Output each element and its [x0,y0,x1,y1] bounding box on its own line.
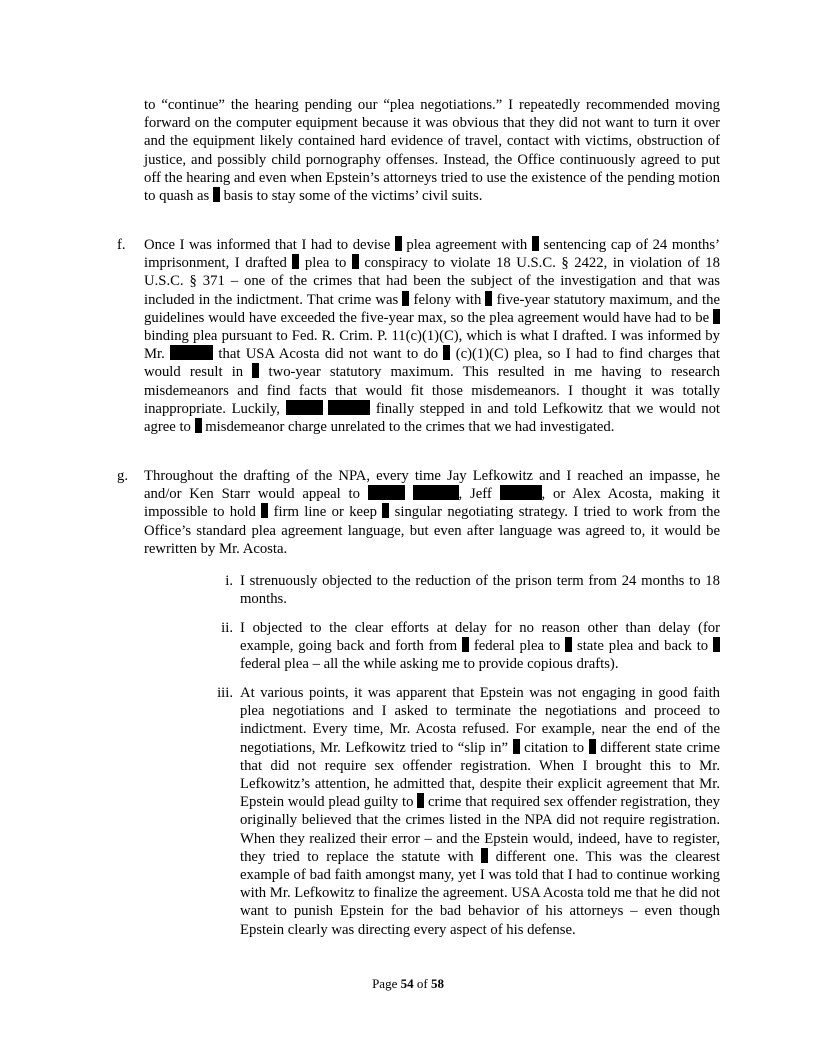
text-run [405,486,413,502]
text-run: conspiracy to violate 18 U.S.C. § 2422, in violation of 18 U.S.C. § 371 – one of the crimes that had been the subject of the investigation and that was included in the indictment. That crime was [144,255,720,308]
text-run: basis to stay some of the victims’ civil suits. [219,188,483,205]
text-run: Throughout the drafting of the NPA, every time Jay Lefkowitz and I reached an impasse, he and/or Ken Starr would appeal to [144,468,720,503]
text-run: (c)(1)(C) plea, so I had to find charges that would result in [144,346,721,381]
redaction-bar [500,485,542,500]
footer-page-label: Page [372,976,398,991]
intro-paragraph [144,96,720,205]
sub-item-text [240,619,720,674]
redaction-bar [368,485,405,500]
text-run: singular negotiating strategy. I tried to work from the Office’s standard plea agreement language, but even after language was agreed to, it would be rewritten by Mr. Acosta. [144,504,720,557]
text-run: different one. This was the clearest example of bad faith amongst many, yet I was told that I had to continue working with Mr. Lefkowitz to finalize the agreement. USA Acosta told me that he did not want to punish Epstein for the bad behavior of his attorneys – even though Epstein clearly was directing every aspect of his defense. [240,848,720,938]
text-run: citation to [519,739,589,756]
text-run: At various points, it was apparent that Epstein was not engaging in good faith plea negotiations and I asked to terminate the negotiations and proceed to indictment. Every time, Mr. Acosta refused. For example, near the end of the negotiations, Mr. Lefkowitz tried to “slip in” [240,685,720,756]
text-run: that USA Acosta did not want to do [213,346,444,363]
redaction-bar [328,400,370,415]
footer-of-label: of [416,976,428,991]
redaction-bar [413,485,459,500]
redaction-bar [713,309,720,324]
list-label: f. [117,237,126,253]
redaction-bar [532,236,539,251]
text-run: sentencing cap of 24 months’ imprisonment, I drafted [144,237,720,272]
text-run: I objected to the clear efforts at delay for no reason other than delay (for example, going back and forth from [240,620,720,655]
sub-label: iii. [217,685,233,701]
sub-item-text [240,684,720,939]
redaction-bar [170,345,213,360]
list-label: g. [117,468,129,484]
text-run: plea agreement with [401,237,532,253]
text-run: state plea and back to [572,638,713,655]
list-item-text [144,467,720,558]
page-total: 58 [430,976,444,991]
text-run: , Jeff [458,486,500,503]
text-run: different state crime that did not require sex offender registration. When I brought this to Mr. Lefkowitz’s attention, he admitted that, despite their explicit agreement that Mr. Epstein would plead guilty to [240,739,720,811]
text-run: firm line or keep [268,504,383,521]
text-run: two-year statutory maximum. This resulted in me having to research misdemeanors and find facts that would fit those misdemeanors. I thought it was totally inappropriate. Luckily, [144,364,720,417]
text-run: crime that required sex offender registration, they originally believed that the crimes listed in the NPA did not require registration. When they realized their error – and the Epstein would, indeed, have to register, they tried to replace the statute with [240,794,721,865]
sub-label: ii. [221,620,233,636]
text-run: five-year statutory maximum, and the guidelines would have exceeded the five-year max, so the plea agreement would have had to be [144,291,721,326]
redaction-bar [395,236,402,251]
text-run: federal plea to [469,638,566,655]
redaction-bar [195,418,202,433]
sub-item-text: I strenuously objected to the reduction of the prison term from 24 months to 18 months. [240,573,720,608]
text-run: misdemeanor charge unrelated to the crimes that we had investigated. [201,419,615,436]
text-run: federal plea – all the while asking me to provide copious drafts). [240,656,619,673]
text-run: , or Alex Acosta, making it impossible to hold [144,486,720,521]
redaction-bar [713,637,720,652]
redaction-bar [513,739,520,754]
redaction-bar [462,637,469,652]
text-run: plea to [299,255,352,272]
page-number: 54 [400,976,414,991]
text-run: finally stepped in and told Lefkowitz that we would not agree to [144,400,721,436]
redaction-bar [589,739,596,754]
text-run: binding plea pursuant to Fed. R. Crim. P. 11(c)(1)(C), which is what I drafted. I was informed by Mr. [144,328,720,363]
redaction-bar [352,254,359,269]
list-item-text [144,236,720,436]
sub-label: i. [225,573,233,589]
text-run: Once I was informed that I had to devise [144,237,395,253]
redaction-bar [286,400,323,415]
text-run: felony with [409,291,486,308]
text-run: to “continue” the hearing pending our “plea negotiations.” I repeatedly recommended moving forward on the computer equipment because it was obvious that they did not want to turn it over and the equipment likely contained hard evidence of travel, contact with victims, obstruction of justice, and possibly child pornography offenses. Instead, the Office continuously agreed to put off the hearing and even when Epstein’s attorneys tried to use the existence of the pending motion to quash as [144,97,720,205]
redaction-bar [213,187,220,202]
page-footer [0,975,816,993]
